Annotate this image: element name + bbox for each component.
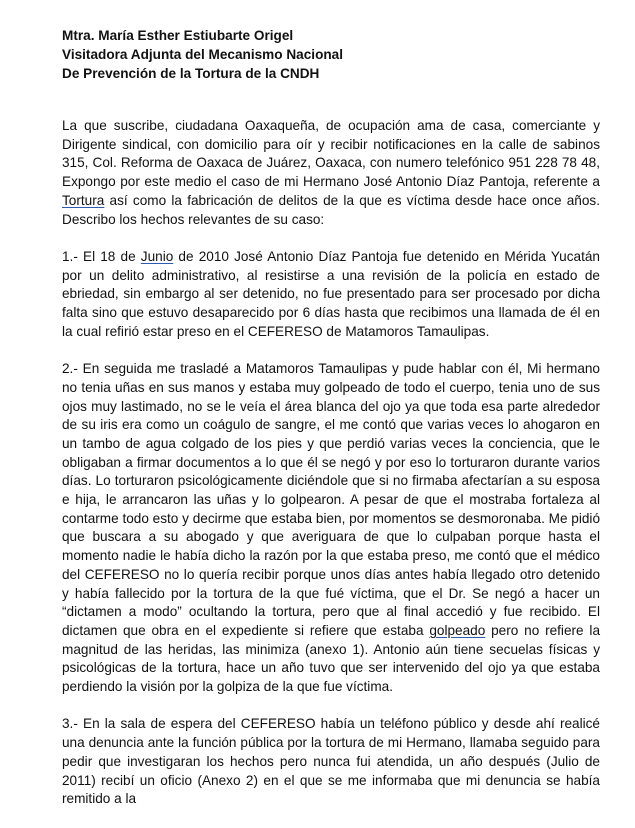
p2-text-2: pero no refiere la magnitud de las heridas, las minimiza (anexo 1). Antonio aún tiene secuelas físicas y psicológicas de la tortura, hace un año tuvo que ser intervenido del ojo ya que estaba perdiendo la visión por la golpiza de la que fue víctima. [62,622,601,695]
p3-text: 3.- En la sala de espera del CEFERESO había un teléfono público y desde ahí realicé una denuncia ante la función pública por la tortura de mi Hermano, llamaba seguido para pedir que investigaran los hechos pero nunca fui atendida, un año después (Julio de 2011) recibí un oficio (Anexo 2) en el que se me informaba que mi denuncia se había remitido a la [62,716,600,807]
intro-text-2: así como la fabricación de delitos de la que es víctima desde hace once años. Describo los hechos relevantes de su caso: [62,192,600,227]
intro-text-1: La que suscribe, ciudadana Oaxaqueña, de ocupación ama de casa, comerciante y Dirigente sindical, con domicilio para oír y recibir notificaciones en la calle de sabinos 315, Col. Reforma de Oaxaca de Juárez, Oaxaca, con numero telefónico 951 228 78 48, Expongo por este medio el caso de mi Hermano José Antonio Díaz Pantoja, referente a [62,118,600,190]
p2-text-1: 2.- En seguida me trasladé a Matamoros Tamaulipas y pude hablar con él, Mi hermano no tenia uñas en sus manos y estaba muy golpeado de todo el cuerpo, tenia uno de sus ojos muy lastimado, no se le veía el área blanca del ojo ya que toda esa parte alrededor de su iris era como un coágulo de sangre, el me contó que varias veces lo ahogaron en un tambo de agua colgado de los pies y que perdió varias veces la conciencia, que le obligaban a firmar documentos a lo que él se negó y por eso lo torturaron durante varios días. Lo torturaron psicológicamente diciéndole que si no firmaba afectarían a su esposa e hija, le arrancaron las uñas y lo golpearon. A pesar de que el mostraba fortaleza al contarme todo esto y decirme que estaba bien, por momentos se desmoronaba. Me pidió que buscara a su abogado y que averiguara de que lo culpaban porque hasta el momento nadie le había dicho la razón por la que estaba preso, me contó que el médico del CEFERESO no lo quería recibir porque unos días antes había llegado otro detenido y había fallecido por la tortura de la que fué víctima, que el Dr. Se negó a hacer un “dictamen a modo” ocultando la tortura, pero que al final accedió y fue recibido. El dictamen que obra en el expediente si refiere que estaba [62,361,601,638]
p1-text-2: de 2010 José Antonio Díaz Pantoja fue detenido en Mérida Yucatán por un delito administrativo, al resistirse a una revisión de la policía en estado de ebriedad, sin embargo al ser detenido, no fue presentado para ser procesado por dicha falta sino que estuvo desaparecido por 6 días hasta que recibimos una llamada de él en la cual refirió estar preso en el CEFERESO de Matamoros Tamaulipas. [62,248,600,339]
paragraph-2 [62,360,600,697]
addressee-position: Visitadora Adjunta del Mecanismo Nacional [62,47,344,62]
letter-body [62,117,600,828]
addressee-name: Mtra. María Esther Estiubarte Origel [62,28,294,43]
golpeado-word: golpeado [429,622,486,638]
p1-text-1: 1.- El 18 de [62,248,141,264]
tortura-word: Tortura [62,192,105,208]
paragraph-3 [62,715,600,809]
junio-word: Junio [140,248,174,264]
paragraph-1 [62,248,600,342]
intro-paragraph [62,117,600,229]
addressee-institution: De Prevención de la Tortura de la CNDH [62,66,320,81]
addressee-block [62,26,602,83]
